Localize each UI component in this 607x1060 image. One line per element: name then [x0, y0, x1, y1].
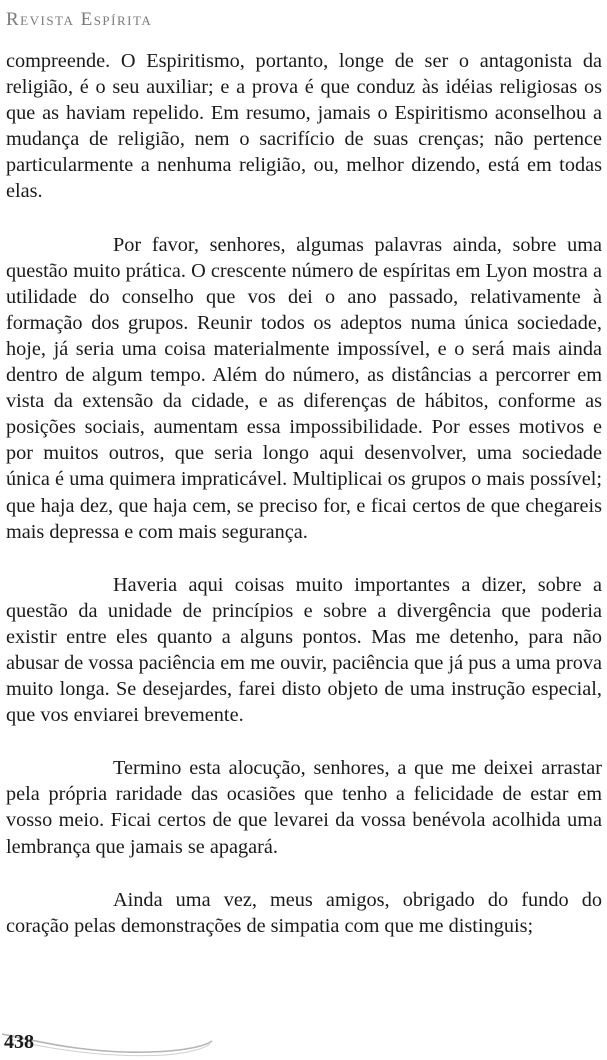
paragraph-unity-principles: Haveria aqui coisas muito importantes a dizer, sobre a questão da unidade de princípios e sobre a divergência que poderia existir entre eles quanto a alguns pontos. Mas me detenho, para não abusar de vossa paciência em me ouvir, paciência que já pus a uma prova muito longa. Se desejardes, farei disto objeto de uma instrução especial, que vos enviarei brevemente. — [6, 573, 602, 727]
running-header: Revista Espírita — [6, 9, 153, 30]
paragraph-thanks: Ainda uma vez, meus amigos, obrigado do fundo do coração pelas demonstrações de simpatia com que me distinguis; — [6, 888, 602, 937]
paragraph-closing-address: Termino esta alocução, senhores, a que me deixei arrastar pela própria raridade das ocasiões que tenho a felicidade de estar em vosso meio. Ficai certos de que levarei da vossa benévola acolhida uma lembrança que jamais se apagará. — [6, 757, 602, 858]
paragraph-groups-advice: Por favor, senhores, algumas palavras ainda, sobre uma questão muito prática. O crescente número de espíritas em Lyon mostra a utilidade do conselho que vos dei o ano passado, relativamente à formação dos grupos. Reunir todos os adeptos numa única sociedade, hoje, já seria uma coisa materialmente impossível, e o será mais ainda dentro de algum tempo. Além do número, as distâncias a percorrer em vista da extensão da cidade, e as diferenças de hábitos, conforme as posições sociais, aumentam essa impossibilidade. Por esses motivos e por muitos outros, que seria longo aqui desenvolver, uma sociedade única é uma quimera impraticável. Multiplicai os grupos o mais possível; que haja dez, que haja cem, se preciso for, e ficai certos de que chegareis mais depressa e com mais segurança. — [6, 233, 602, 543]
paragraph-continuation: compreende. O Espiritismo, portanto, longe de ser o antagonista da religião, é o seu auxiliar; e a prova é que conduz às idéias religiosas os que as haviam repelido. Em resumo, jamais o Espiritismo aconselhou a mudança de religião, nem o sacrifício de suas crenças; não pertence particularmente a nenhuma religião, ou, melhor dizendo, está em todas elas. — [6, 50, 602, 203]
page-body — [6, 48, 602, 939]
page-number-swoosh-ornament — [0, 1020, 230, 1060]
page-number: 438 — [4, 1031, 34, 1053]
